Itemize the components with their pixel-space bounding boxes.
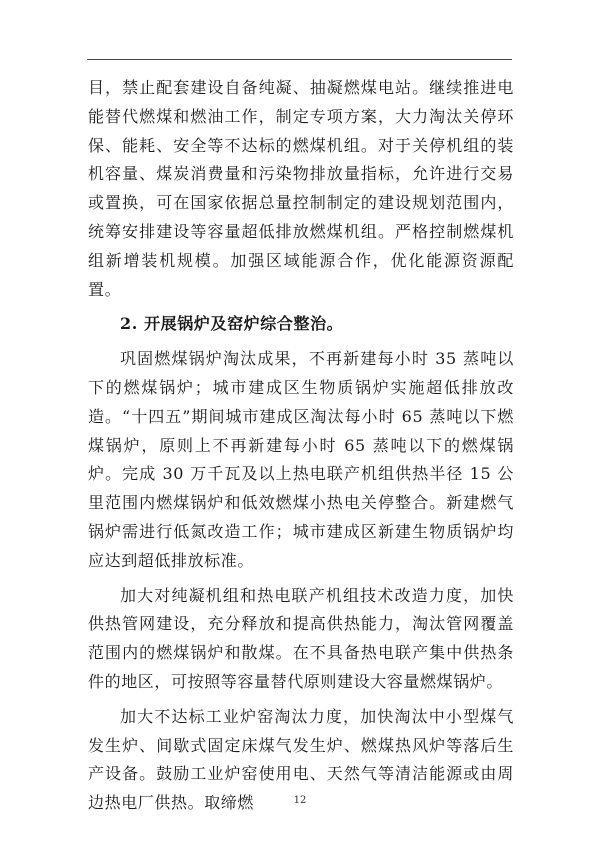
paragraph-continued: 目，禁止配套建设自备纯凝、抽凝燃煤电站。继续推进电能替代燃煤和燃油工作，制定专项方案，大力淘汰关停环保、能耗、安全等不达标的燃煤机组。对于关停机组的装机容量、煤炭消费量和污染物排放量指标，允许进行交易或置换，可在国家依据总量控制制定的建设规划范围内，统筹安排建设等容量超低排放燃煤机组。严格控制燃煤机组新增装机规模。加强区域能源合作，优化能源资源配置。 <box>88 78 514 299</box>
paragraph-industrial-kilns: 加大不达标工业炉窑淘汰力度，加快淘汰中小型煤气发生炉、间歇式固定床煤气发生炉、燃煤热风炉等落后生产设备。鼓励工业炉窑使用电、天然气等清洁能源或由周边热电厂供热。取缔燃 <box>88 706 514 813</box>
section-heading: 2. 开展锅炉及窑炉综合整治。 <box>120 314 344 334</box>
paragraph-heating-network: 加大对纯凝机组和热电联产机组技术改造力度，加快供热管网建设，充分释放和提高供热能力，淘汰管网覆盖范围内的燃煤锅炉和散煤。在不具备热电联产集中供热条件的地区，可按照等容量替代原则建设大容量燃煤锅炉。 <box>88 585 514 691</box>
header-rule <box>87 59 512 60</box>
document-body <box>88 74 514 818</box>
paragraph-boiler-consolidation: 巩固燃煤锅炉淘汰成果，不再新建每小时 35 蒸吨以下的燃煤锅炉；城市建成区生物质锅炉实施超低排放改造。“十四五”期间城市建成区淘汰每小时 65 蒸吨以下燃煤锅炉，原则上不再新建每小时 65 蒸吨以下的燃煤锅炉。完成 30 万千瓦及以上热电联产机组供热半径 15 公里范围内燃煤锅炉和低效燃煤小热电关停整合。新建燃气锅炉需进行低氮改造工作；城市建成区新建生物质锅炉均应达到超低排放标准。 <box>88 349 514 570</box>
page-number: 12 <box>293 795 307 806</box>
